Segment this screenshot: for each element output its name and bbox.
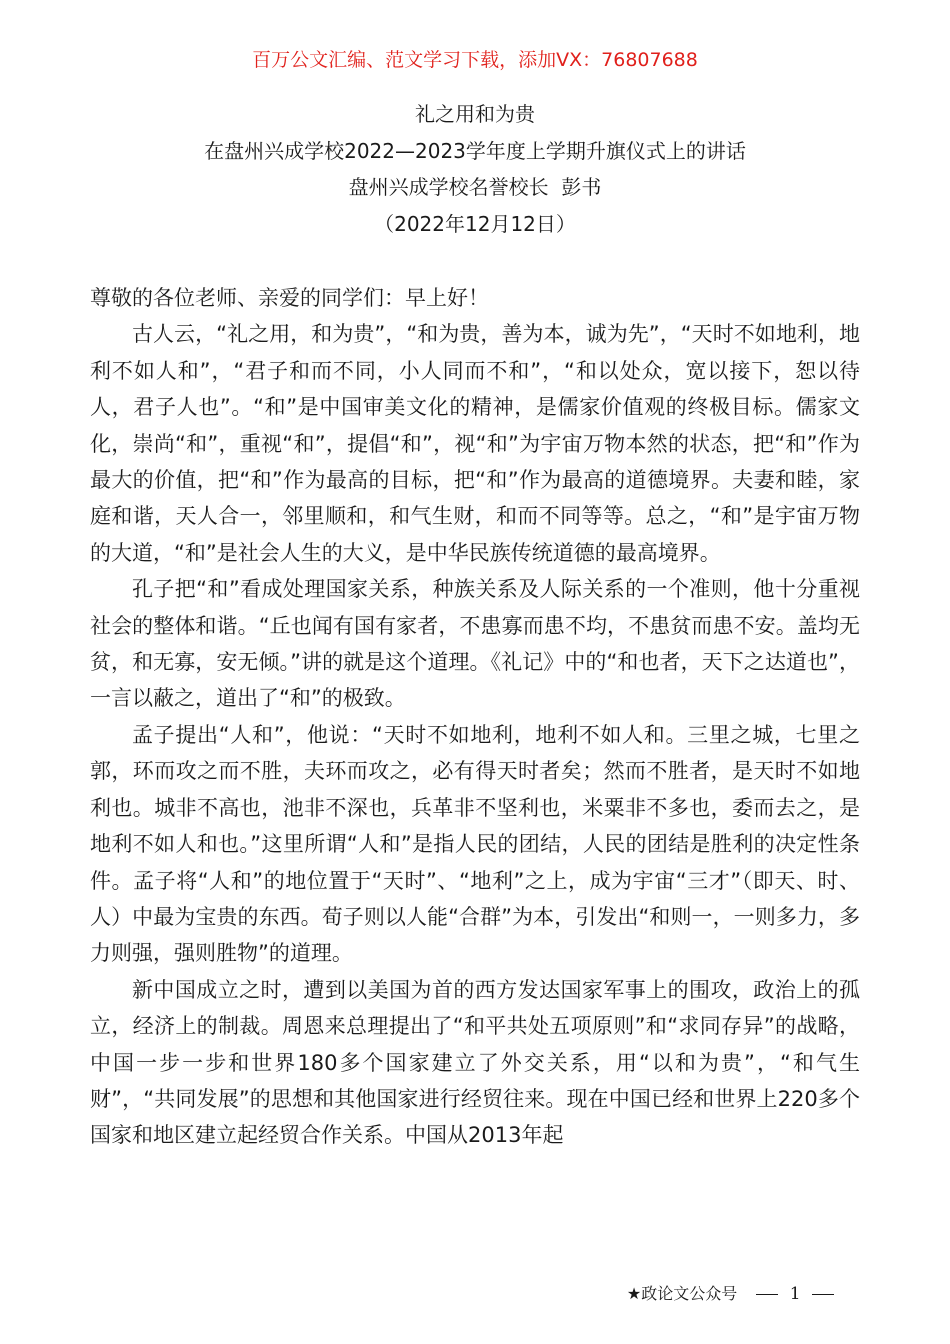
page-number: 1 <box>789 1284 801 1304</box>
paragraph: 新中国成立之时，遭到以美国为首的西方发达国家军事上的围攻，政治上的孤立，经济上的制裁。周恩来总理提出了“和平共处五项原则”和“求同存异”的战略，中国一步一步和世界180多个国家建立了外交关系，用“以和为贵”，“和气生财”，“共同发展”的思想和其他国家进行经贸往来。现在中国已经和世界上220多个国家和地区建立起经贸合作关系。中国从2013年起 <box>90 977 860 1148</box>
heading-block <box>0 96 950 242</box>
speech-body <box>90 280 860 1154</box>
dash-left <box>756 1294 778 1295</box>
document-author: 盘州兴成学校名誉校长 彭书 <box>348 175 602 199</box>
paragraph: 孔子把“和”看成处理国家关系，种族关系及人际关系的一个准则，他十分重视社会的整体和谐。“丘也闻有国有家者，不患寡而患不均，不患贫而患不安。盖均无贫，和无寡，安无倾。”讲的就是这个道理。《礼记》中的“和也者，天下之达道也”，一言以蔽之，道出了“和”的极致。 <box>90 577 860 711</box>
document-title: 礼之用和为贵 <box>415 102 535 126</box>
page-number-block <box>750 1284 840 1304</box>
paragraph: 孟子提出“人和”，他说：“天时不如地利，地利不如人和。三里之城，七里之郭，环而攻之而不胜，夫环而攻之，必有得天时者矣；然而不胜者，是天时不如地利也。城非不高也，池非不深也，兵革非不坚利也，米粟非不多也，委而去之，是地利不如人和也。”这里所谓“人和”是指人民的团结，人民的团结是胜利的决定性条件。孟子将“人和”的地位置于“天时”、“地利”之上，成为宇宙“三才”（即天、时、人）中最为宝贵的东西。荀子则以人能“合群”为本，引发出“和则一，一则多力，多力则强，强则胜物”的道理。 <box>90 722 860 966</box>
page-footer <box>627 1282 840 1306</box>
dash-right <box>812 1294 834 1295</box>
footer-source: ★政论文公众号 <box>626 1284 738 1303</box>
paragraph: 古人云，“礼之用，和为贵”，“和为贵，善为本，诚为先”，“天时不如地利，地利不如人和”，“君子和而不同，小人同而不和”，“和以处众，宽以接下，恕以待人，君子人也”。“和”是中国审美文化的精神，是儒家价值观的终极目标。儒家文化，崇尚“和”，重视“和”，提倡“和”，视“和”为宇宙万物本然的状态，把“和”作为最大的价值，把“和”作为最高的目标，把“和”作为最高的道德境界。夫妻和睦，家庭和谐，天人合一，邻里顺和，和气生财，和而不同等等。总之，“和”是宇宙万物的大道，“和”是社会人生的大义，是中华民族传统道德的最高境界。 <box>90 322 860 565</box>
download-banner: 百万公文汇编、范文学习下载，添加VX：76807688 <box>252 49 698 71</box>
document-date: （2022年12月12日） <box>374 211 576 236</box>
greeting: 尊敬的各位老师、亲爱的同学们：早上好！ <box>90 286 489 310</box>
document-subtitle: 在盘州兴成学校2022—2023学年度上学期升旗仪式上的讲话 <box>204 138 746 163</box>
